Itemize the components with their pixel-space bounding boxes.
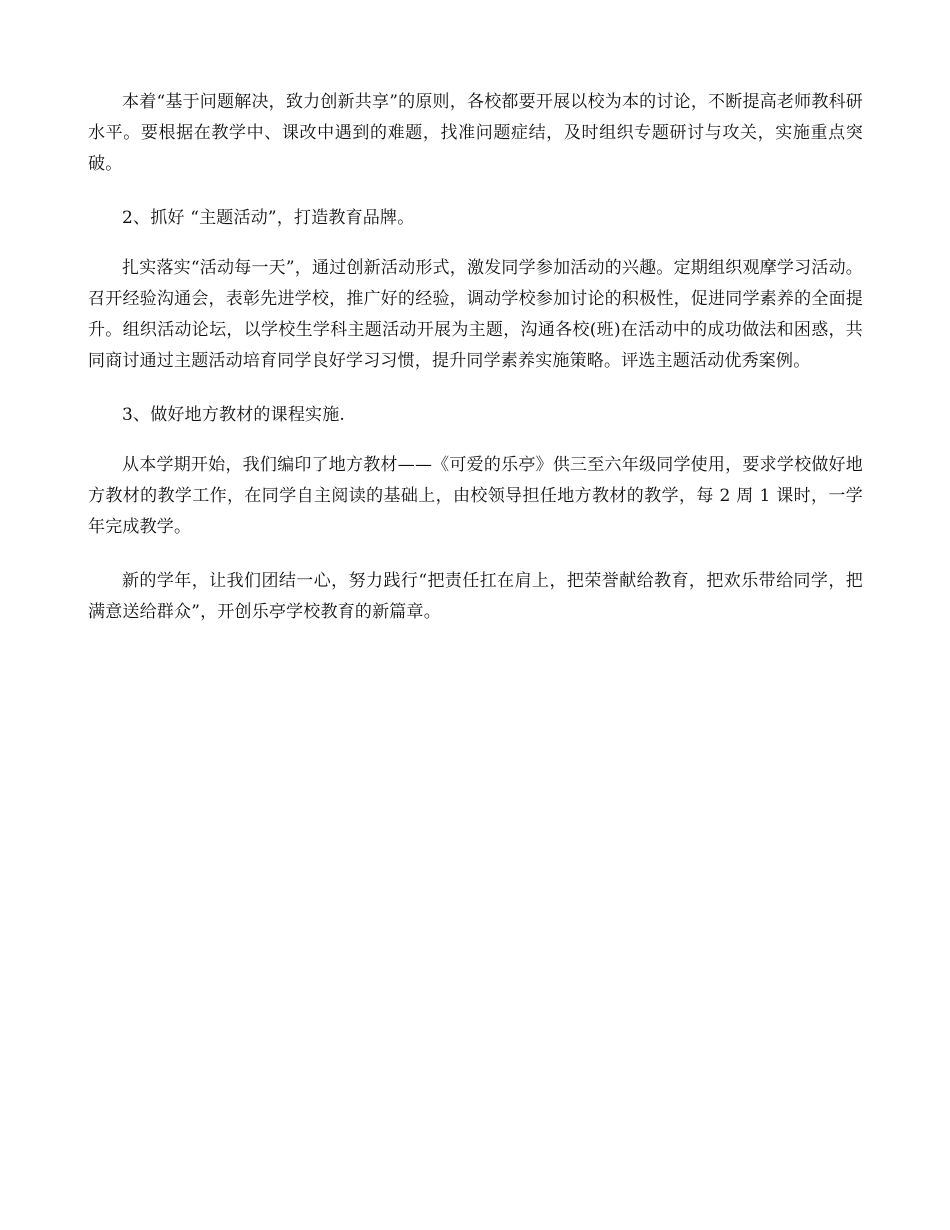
paragraph-closing: 新的学年，让我们团结一心，努力践行“把责任扛在肩上，把荣誉献给教育，把欢乐带给同学，把满意送给群众”，开创乐亭学校教育的新篇章。 <box>88 571 863 622</box>
paragraph-activities: 扎实落实“活动每一天”，通过创新活动形式，激发同学参加活动的兴趣。定期组织观摩学习活动。召开经验沟通会，表彰先进学校，推广好的经验，调动学校参加讨论的积极性，促进同学素养的全面提升。组织活动论坛，以学校生学科主题活动开展为主题，沟通各校(班)在活动中的成功做法和困惑，共同商讨通过主题活动培育同学良好学习习惯，提升同学素养实施策略。评选主题活动优秀案例。 <box>88 258 863 371</box>
section-heading-theme-activities: 2、抓好 “主题活动”，打造教育品牌。 <box>122 208 415 228</box>
paragraph-local-textbook: 从本学期开始，我们编印了地方教材——《可爱的乐亭》供三至六年级同学使用，要求学校做好地方教材的教学工作，在同学自主阅读的基础上，由校领导担任地方教材的教学，每 2 周 1 课时，一学年完成教学。 <box>88 455 863 537</box>
section-heading-local-textbook: 3、做好地方教材的课程实施. <box>122 405 346 425</box>
paragraph-research-principle: 本着“基于问题解决，致力创新共享”的原则，各校都要开展以校为本的讨论，不断提高老师教科研水平。要根据在教学中、课改中遇到的难题，找准问题症结，及时组织专题研讨与攻关，实施重点突破。 <box>88 92 863 174</box>
document-page <box>88 87 863 651</box>
